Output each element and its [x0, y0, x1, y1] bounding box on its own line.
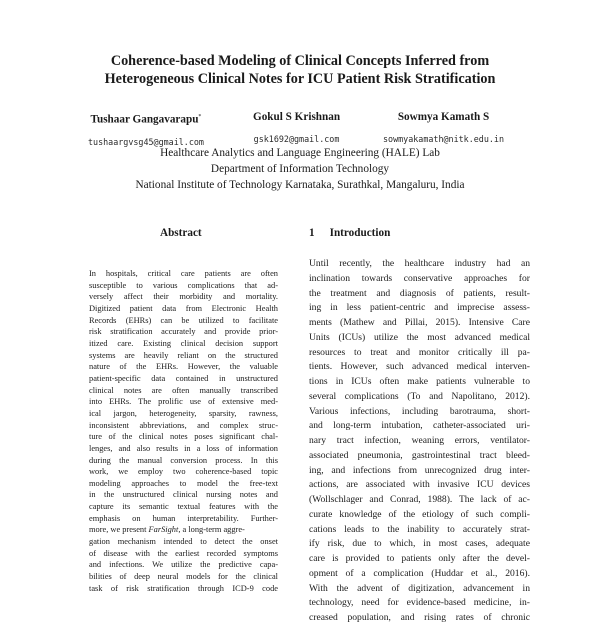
abstract-line: ture of the clinical notes poses significant chal- [89, 432, 278, 442]
intro-line: ing, and infections from unrecognized drug inter- [309, 464, 530, 476]
abstract-line: capture its semantic textual features with the [89, 502, 278, 512]
author-email: gsk1692@gmail.com [253, 134, 340, 144]
title-line: Coherence-based Modeling of Clinical Concepts Inferred from [110, 53, 490, 69]
intro-line: curate knowledge of the etiology of such compli- [309, 508, 530, 520]
abstract-line: Records (EHRs) can be utilized to facilitate [89, 315, 278, 325]
abstract-line: Digitized patient data from Electronic Health [89, 303, 278, 313]
author-3 [383, 110, 504, 145]
intro-line: resources to treat and monitor critically ill pa- [309, 346, 530, 358]
abstract-line: susceptible to various complications that ad- [89, 280, 278, 290]
intro-line: With the advent of digitization, advancement in [309, 582, 530, 594]
intro-line: ify risk, due to which, in most cases, adequate [309, 538, 530, 550]
intro-line: cations leads to the inability to accurately strat- [309, 523, 530, 535]
intro-line: and long-term intubation, catheter-associated uri- [309, 420, 530, 432]
intro-line: (Wollschlager and Conrad, 1988). The lack of ac- [309, 494, 530, 505]
abstract-line: during the manual conversion process. In this [89, 455, 278, 465]
abstract-line: clinical notes are often manually transcribed [89, 385, 278, 395]
intro-line: associated pneumonia, gastrointestinal tract bleed- [309, 449, 530, 461]
section-title: Introduction [329, 227, 391, 239]
affiliation-line: Department of Information Technology [210, 163, 390, 175]
author-footnote-mark: * [198, 114, 202, 120]
abstract-line: nature of the EHRs. However, the valuable [89, 362, 278, 372]
intro-line: ments (Mathew and Pillai, 2015). Intensive Care [309, 317, 530, 328]
section-number: 1 [309, 227, 315, 239]
author-name: Tushaar Gangavarapu* [90, 113, 202, 126]
abstract-line: work, we employ two coherence-based topic [89, 467, 278, 477]
abstract-line: risk stratification accurately and provide prior- [89, 327, 278, 337]
abstract-line: inconsistent abbreviations, and complex struc- [89, 420, 278, 430]
abstract-line: in the unstructured clinical nursing notes and [89, 490, 278, 500]
abstract-line: more, we present FarSight, a long-term aggre- [89, 525, 245, 535]
abstract-line: itized care. Existing clinical decision support [89, 338, 278, 348]
introduction-body [309, 257, 530, 626]
abstract-line: ical jargon, heterogeneity, sparsity, rawness, [89, 408, 278, 418]
abstract-heading: Abstract [160, 227, 202, 239]
intro-line: creased population, and rising rates of chronic [309, 612, 530, 623]
intro-line: inclination towards conservative approaches for [309, 272, 530, 284]
author-email: tushaargvsg45@gmail.com [88, 136, 204, 147]
abstract-line: of disease with the earliest recorded symptoms [89, 548, 278, 558]
intro-line: tions in ICUs often make patients vulnerable to [309, 376, 530, 387]
intro-line: opment of a complication (Huddar et al., 2016). [309, 567, 530, 579]
abstract-body [89, 268, 278, 594]
abstract-line: lenges, and also results in a loss of information [89, 443, 278, 453]
intro-line: technology, need for evidence-based medicine, in- [309, 597, 530, 609]
abstract-line: versely affect their morbidity and mortality. [89, 292, 278, 302]
affiliation [60, 145, 540, 193]
abstract-line: gation mechanism intended to detect the onset [89, 537, 278, 547]
abstract-line: systems are heavily reliant on the structured [89, 350, 278, 360]
intro-line: Until recently, the healthcare industry had an [309, 258, 530, 269]
title-line: Heterogeneous Clinical Notes for ICU Patient Risk Stratification [104, 71, 496, 87]
intro-line: care is provided to patients only after the devel- [309, 553, 530, 564]
author-name: Sowmya Kamath S [397, 111, 490, 123]
abstract-line: task of risk stratification through ICD-9 code [89, 583, 278, 593]
intro-line: Various infections, including barotrauma, short- [309, 405, 530, 417]
author-name: Gokul S Krishnan [253, 111, 341, 123]
abstract-line: modeling approaches to model the free-text [89, 478, 278, 488]
abstract-line: and infections. We utilize the predictive capa- [89, 560, 278, 570]
intro-line: Units (ICUs) utilize the most advanced medical [309, 331, 530, 343]
affiliation-line: National Institute of Technology Karnataka, Surathkal, Mangaluru, India [135, 179, 465, 191]
abstract-line: bilities of deep neural models for the clinical [89, 572, 278, 582]
author-1 [88, 110, 204, 148]
abstract-line: emphasis on human interpretability. Further- [89, 513, 278, 523]
intro-line: nary tract infection, weaning errors, ventilator- [309, 435, 530, 446]
intro-line: the treatment and diagnosis of patients, result- [309, 287, 530, 299]
system-name: FarSight [148, 525, 179, 535]
intro-line: ing in less patient-centric and imprecise assess- [309, 302, 530, 314]
intro-line: several complications (To and Napolitano, 2012). [309, 390, 530, 402]
intro-line: tients. However, such advanced medical interven- [309, 361, 530, 373]
abstract-line: In hospitals, critical care patients are often [89, 269, 278, 278]
author-2 [253, 110, 340, 145]
affiliation-line: Healthcare Analytics and Language Engineering (HALE) Lab [160, 147, 440, 159]
author-email: sowmyakamath@nitk.edu.in [383, 134, 505, 144]
intro-line: actions, are associated with invasive ICU devices [309, 479, 530, 491]
abstract-line: patient-specific data contained in unstructured [89, 373, 278, 383]
paper-title [60, 52, 540, 88]
intro-heading [309, 226, 390, 240]
abstract-line: into EHRs. The prolific use of extensive med- [89, 397, 278, 407]
